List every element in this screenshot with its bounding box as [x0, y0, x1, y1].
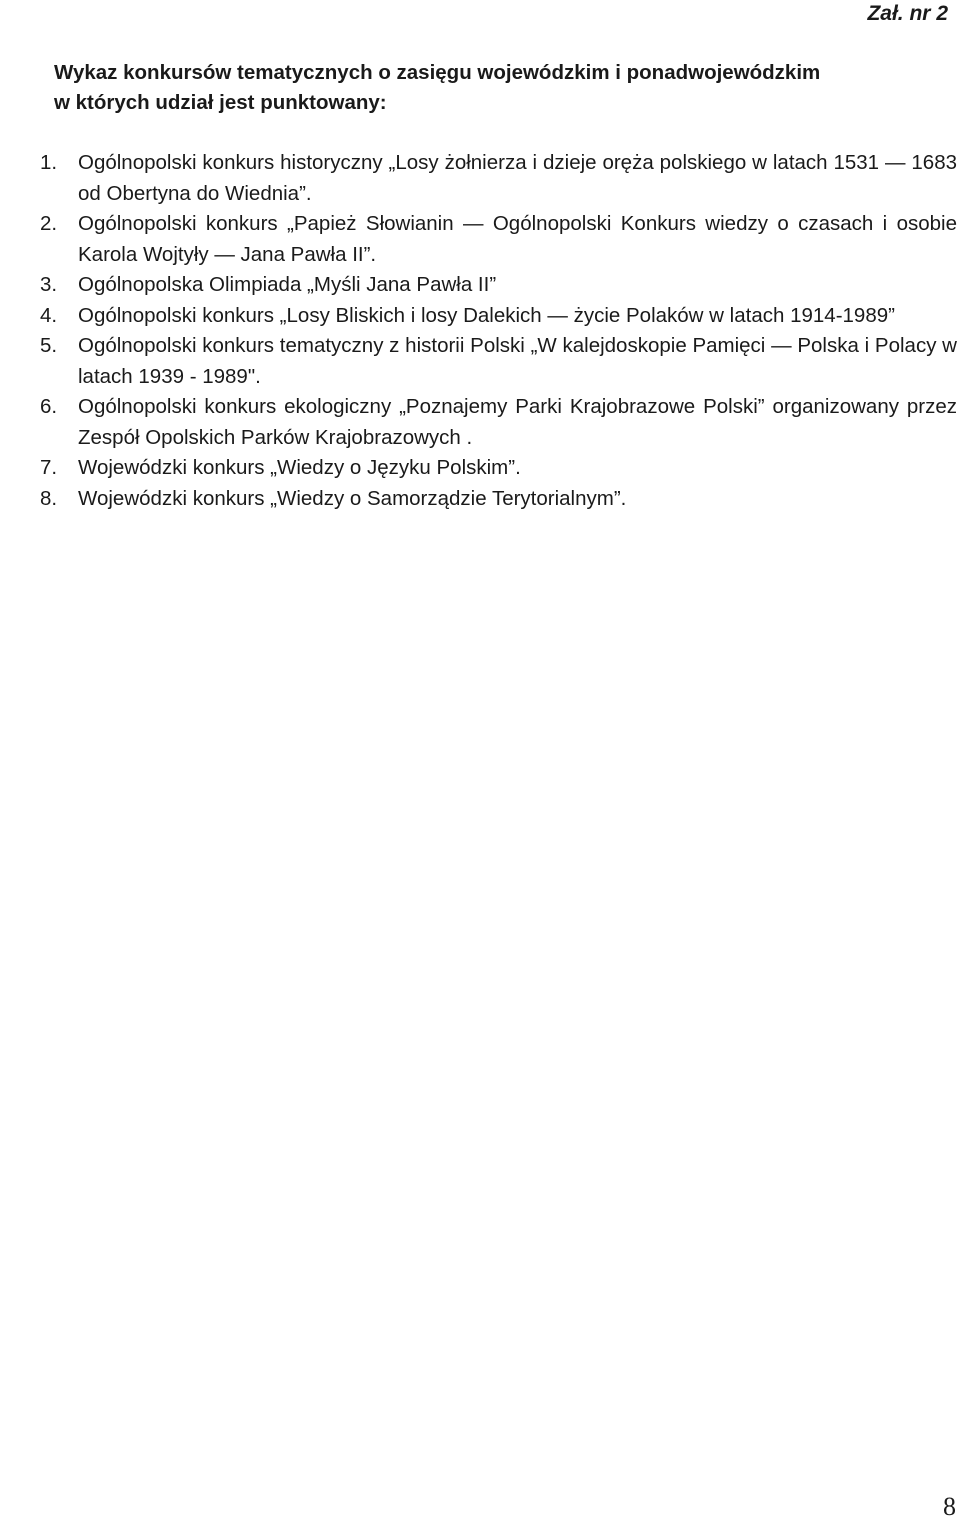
list-item-text: Wojewódzki konkurs „Wiedzy o Języku Polskim”. — [78, 456, 521, 479]
list-item-text: Ogólnopolski konkurs „Losy Bliskich i losy Dalekich — życie Polaków w latach 1914-1989” — [78, 303, 895, 327]
contest-list — [0, 148, 960, 514]
list-item — [0, 148, 960, 209]
list-item — [0, 392, 960, 453]
list-item-number: 7. — [40, 456, 58, 479]
list-item — [0, 453, 960, 484]
page-number: 8 — [943, 1492, 956, 1521]
heading-line-1: Wykaz konkursów tematycznych o zasięgu wojewódzkim i ponadwojewódzkim — [54, 61, 821, 84]
list-item-number: 4. — [40, 303, 58, 327]
list-item — [0, 484, 960, 515]
list-item-number: 1. — [40, 151, 58, 174]
list-item-number: 3. — [40, 273, 58, 296]
list-item-text: Ogólnopolski konkurs ekologiczny „Poznajemy Parki Krajobrazowe Polski” organizowany przez Zespół Opolskich Parków Krajobrazowych . — [78, 395, 957, 449]
list-item-text: Wojewódzki konkurs „Wiedzy o Samorządzie Terytorialnym”. — [78, 486, 627, 510]
list-item-number: 6. — [40, 395, 58, 418]
list-item-number: 2. — [40, 212, 58, 235]
attachment-label: Zał. nr 2 — [867, 2, 948, 25]
list-item-text: Ogólnopolska Olimpiada „Myśli Jana Pawła II” — [78, 273, 497, 296]
document-heading — [54, 58, 934, 118]
heading-line-2: w których udział jest punktowany: — [54, 91, 387, 114]
list-item — [0, 270, 960, 301]
list-item-text: Ogólnopolski konkurs tematyczny z historii Polski „W kalejdoskopie Pamięci — Polska i Polacy w latach 1939 - 1989". — [78, 334, 957, 388]
list-item — [0, 209, 960, 270]
list-item-text: Ogólnopolski konkurs „Papież Słowianin — Ogólnopolski Konkurs wiedzy o czasach i osobie Karola Wojtyły — Jana Pawła II”. — [78, 212, 957, 266]
list-item-number: 5. — [40, 334, 58, 357]
list-item-number: 8. — [40, 486, 58, 510]
list-item — [0, 331, 960, 392]
list-item-text: Ogólnopolski konkurs historyczny „Losy żołnierza i dzieje oręża polskiego w latach 1531 — 1683 od Obertyna do Wiednia”. — [78, 151, 957, 205]
list-item — [0, 301, 960, 332]
